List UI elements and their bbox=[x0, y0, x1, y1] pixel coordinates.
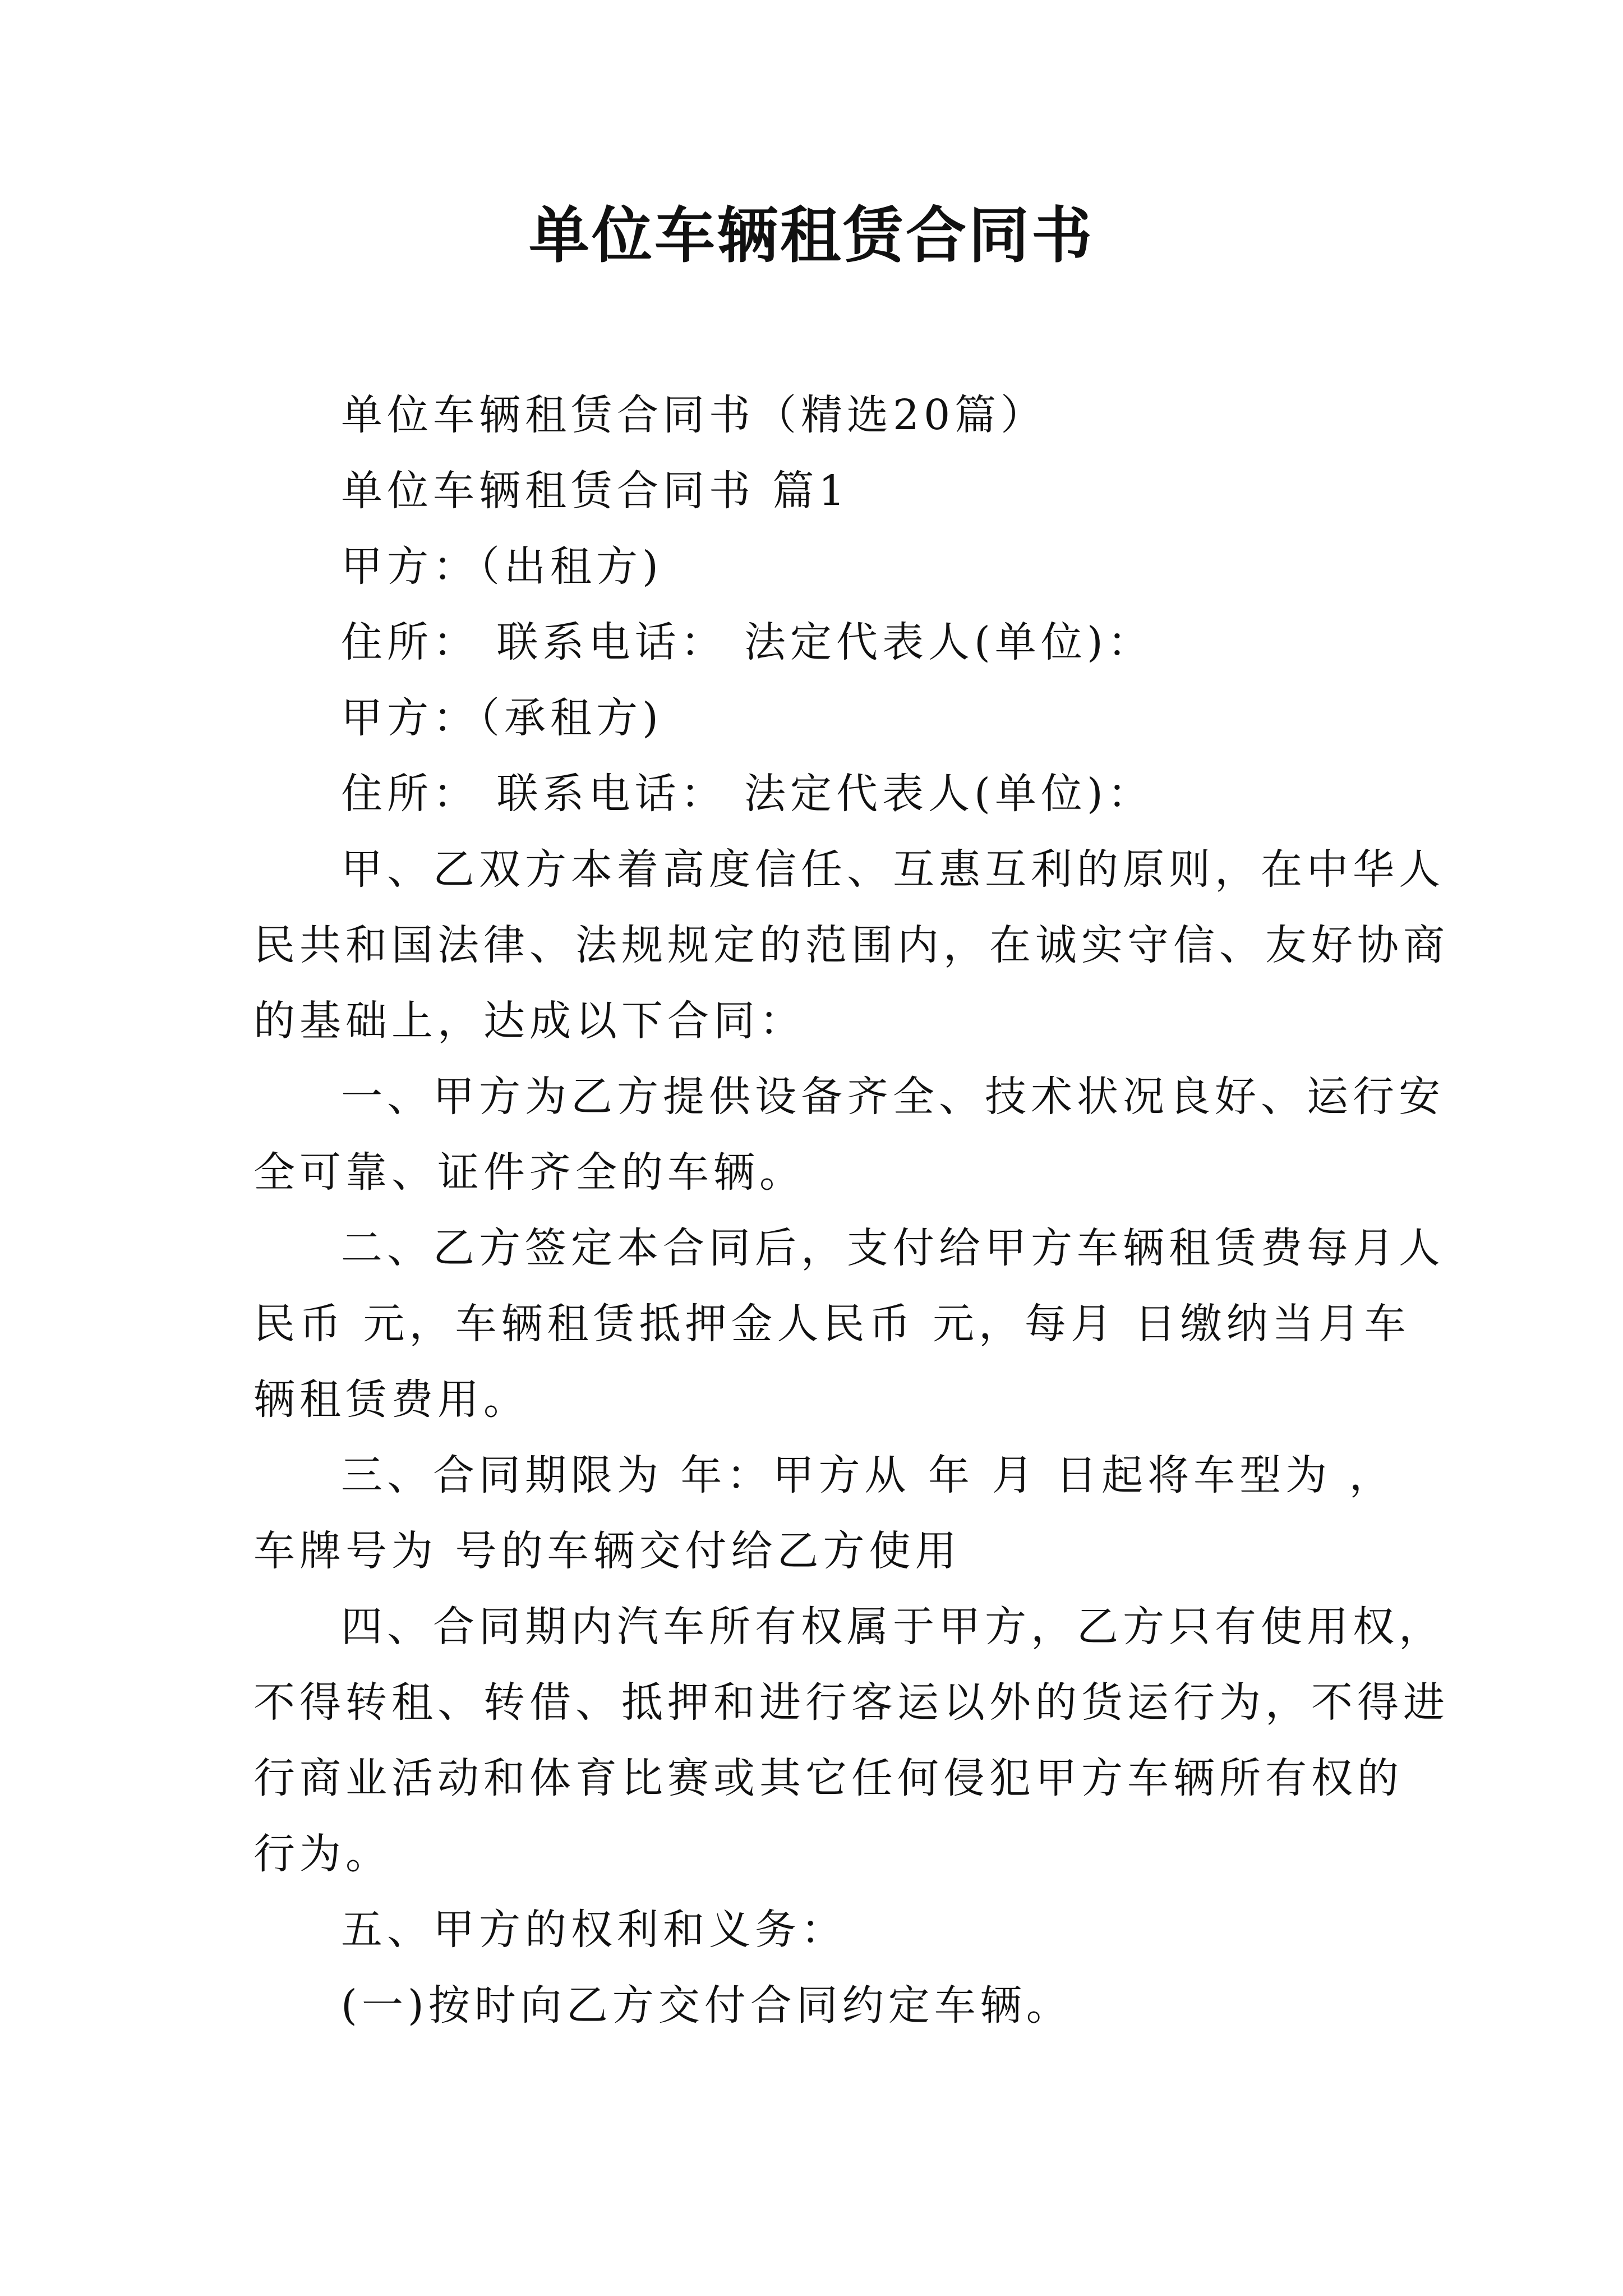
paragraph-line: 一、甲方为乙方提供设备齐全、技术状况良好、运行安 bbox=[341, 1073, 1445, 1121]
paragraph-line: 甲、乙双方本着高度信任、互惠互利的原则，在中华人 bbox=[341, 845, 1445, 894]
party-b-address-line: 住所： 联系电话： 法定代表人(单位)： bbox=[341, 770, 1154, 818]
paragraph-line: 二、乙方签定本合同后，支付给甲方车辆租赁费每月人 bbox=[341, 1224, 1445, 1272]
paragraph-line: 辆租赁费用。 bbox=[253, 1375, 529, 1424]
party-b-line: 甲方：（承租方) bbox=[341, 694, 663, 742]
paragraph-line: 五、甲方的权利和义务： bbox=[341, 1906, 847, 1954]
paragraph-line: 民币 元，车辆租赁抵押金人民币 元，每月 日缴纳当月车 bbox=[253, 1300, 1410, 1348]
party-a-address-line: 住所： 联系电话： 法定代表人(单位)： bbox=[341, 618, 1154, 666]
paragraph-line: 车牌号为 号的车辆交付给乙方使用 bbox=[253, 1527, 961, 1575]
paragraph-line: 全可靠、证件齐全的车辆。 bbox=[253, 1148, 805, 1197]
paragraph-line: 不得转租、转借、抵押和进行客运以外的货运行为，不得进 bbox=[253, 1678, 1449, 1727]
subtitle-line: 单位车辆租赁合同书（精选20篇） bbox=[341, 391, 1047, 439]
party-a-line: 甲方：（出租方) bbox=[341, 542, 663, 591]
paragraph-line: 行商业活动和体育比赛或其它任何侵犯甲方车辆所有权的 bbox=[253, 1754, 1403, 1802]
paragraph-line: (一)按时向乙方交付合同约定车辆。 bbox=[341, 1981, 1072, 2030]
paragraph-line: 四、合同期内汽车所有权属于甲方，乙方只有使用权， bbox=[341, 1603, 1445, 1651]
paragraph-line: 民共和国法律、法规规定的范围内，在诚实守信、友好协商 bbox=[253, 921, 1449, 969]
paragraph-line: 行为。 bbox=[253, 1830, 391, 1878]
paragraph-line: 三、合同期限为 年：甲方从 年 月 日起将车型为 ， bbox=[341, 1451, 1395, 1499]
document-title: 单位车辆租赁合同书 bbox=[528, 200, 1094, 271]
section-heading: 单位车辆租赁合同书 篇1 bbox=[341, 467, 850, 515]
paragraph-line: 的基础上，达成以下合同： bbox=[253, 997, 805, 1045]
